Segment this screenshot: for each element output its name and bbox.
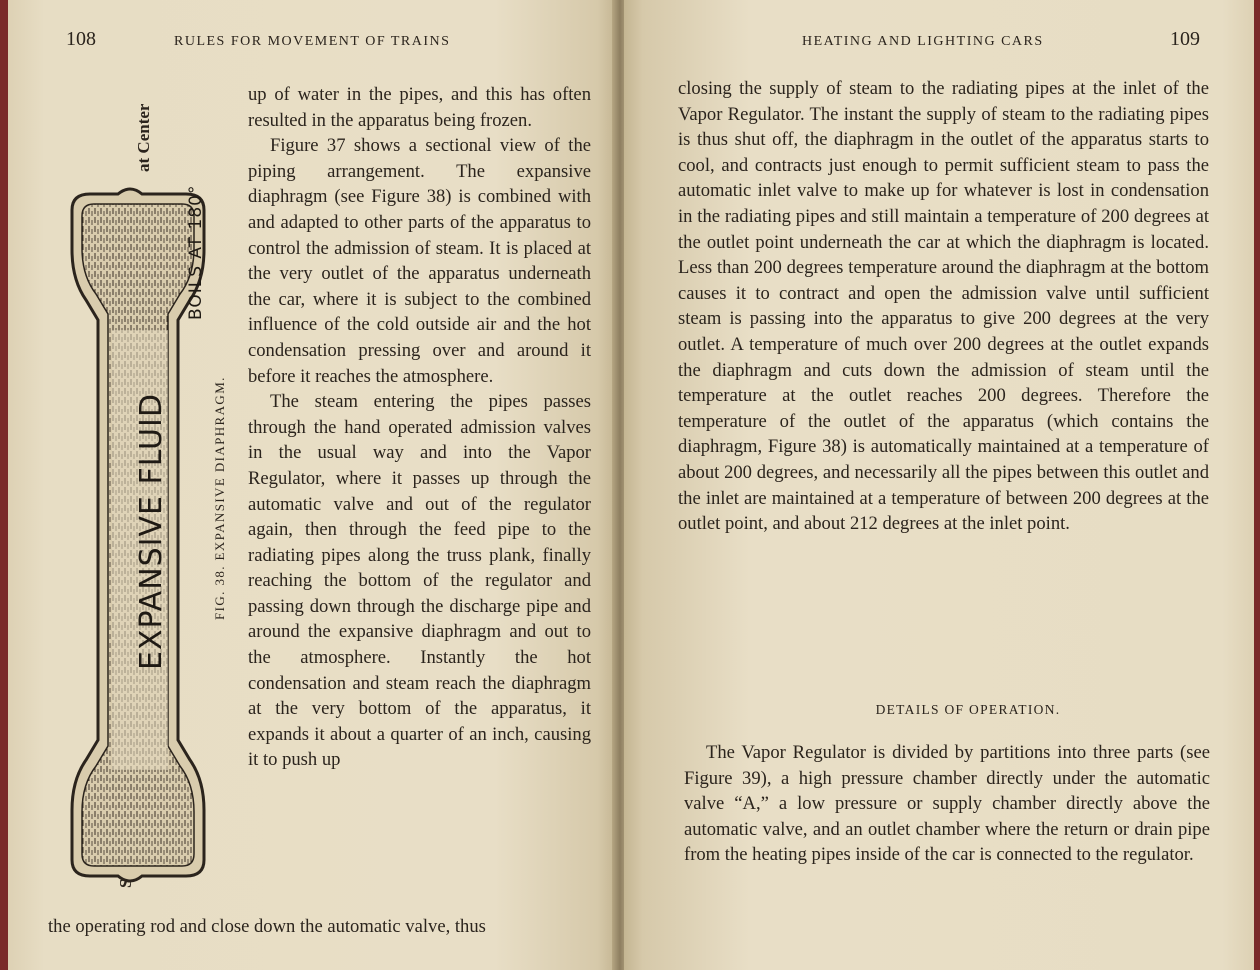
paragraph: The steam entering the pipes passes through the hand operated admission valves in the usual way and into the Vapor Regulator, where it passes up through the automatic valve and out of the regulator again, then through the feed pipe to the radiating pipes along the truss plank, finally reaching the bottom of the regulator and passing down through the discharge pipe and around the expansive diaphragm and out to the atmosphere. Instantly the hot condensation and steam reach the diaphragm at the very bottom of the apparatus, it expands it about a quarter of an inch, causing it to push up bbox=[248, 391, 591, 771]
section-heading: DETAILS OF OPERATION. bbox=[875, 702, 1061, 717]
left-text-column bbox=[248, 82, 591, 773]
paragraph: closing the supply of steam to the radiating pipes at the inlet of the Vapor Regulator. The instant the supply of steam to the radiating pipes is thus shut off, the diaphragm in the outlet of the apparatus starts to cool, and contracts just enough to permit sufficient steam to pass the automatic inlet valve to make up for whatever is lost in condensation in the radiating pipes and still maintain a temperature of 200 degrees at the outlet point underneath the car at which the diaphragm is located. Less than 200 degrees temperature around the diaphragm at the bottom causes it to contract and open the admission valve until sufficient steam is passing into the apparatus to give 200 degrees at the very outlet. A temperature of much over 200 degrees at the outlet expands the diaphragm and cuts down the admission of steam until the temperature at the outlet reaches 200 degrees. Therefore the temperature of the outlet of the apparatus (which contains the diaphragm, Figure 38) is automatically maintained at a temperature of about 200 degrees, and necessarily all the pipes between this outlet and the inlet are maintained at a temperature of between 200 degrees at the outlet point, and about 212 degrees at the inlet point. bbox=[678, 78, 1209, 535]
right-text-column-bottom bbox=[684, 740, 1210, 868]
figure-text-expansive-fluid: EXPANSIVE FLUID bbox=[134, 393, 169, 670]
figure-label-at-center: at Center bbox=[134, 103, 153, 172]
right-text-column-top bbox=[678, 76, 1209, 537]
paragraph: Figure 37 shows a sectional view of the piping arrangement. The expansive diaphragm (see Figure 38) is combined with and adapted to other parts of the apparatus to control the admission of steam. It is placed at the very outlet of the apparatus underneath the car, where it is subject to the combined influence of the cold outside air and the hot condensation pressing over and around it before it reaches the atmosphere. bbox=[248, 135, 591, 387]
page-number-right: 109 bbox=[1170, 28, 1200, 50]
running-head-left: RULES FOR MOVEMENT OF TRAINS bbox=[174, 34, 451, 49]
paragraph: The Vapor Regulator is divided by partitions into three parts (see Figure 39), a high pressure chamber directly under the automatic valve “A,” a low pressure or supply chamber directly above the automatic valve, and an outlet chamber where the return or drain pipe from the heating pipes inside of the car is connected to the regulator. bbox=[684, 742, 1210, 866]
right-page bbox=[624, 0, 1254, 970]
running-head-right: HEATING AND LIGHTING CARS bbox=[802, 34, 1044, 49]
figure-text-boils-at: BOILS AT 180° bbox=[186, 184, 206, 320]
left-tail-line: the operating rod and close down the automatic valve, thus bbox=[48, 916, 486, 937]
paragraph: up of water in the pipes, and this has often resulted in the apparatus being frozen. bbox=[248, 84, 591, 131]
left-page bbox=[8, 0, 616, 970]
figure-caption: FIG. 38. EXPANSIVE DIAPHRAGM. bbox=[212, 376, 227, 620]
page-number-left: 108 bbox=[66, 28, 96, 50]
figure-expansive-diaphragm bbox=[58, 80, 238, 900]
